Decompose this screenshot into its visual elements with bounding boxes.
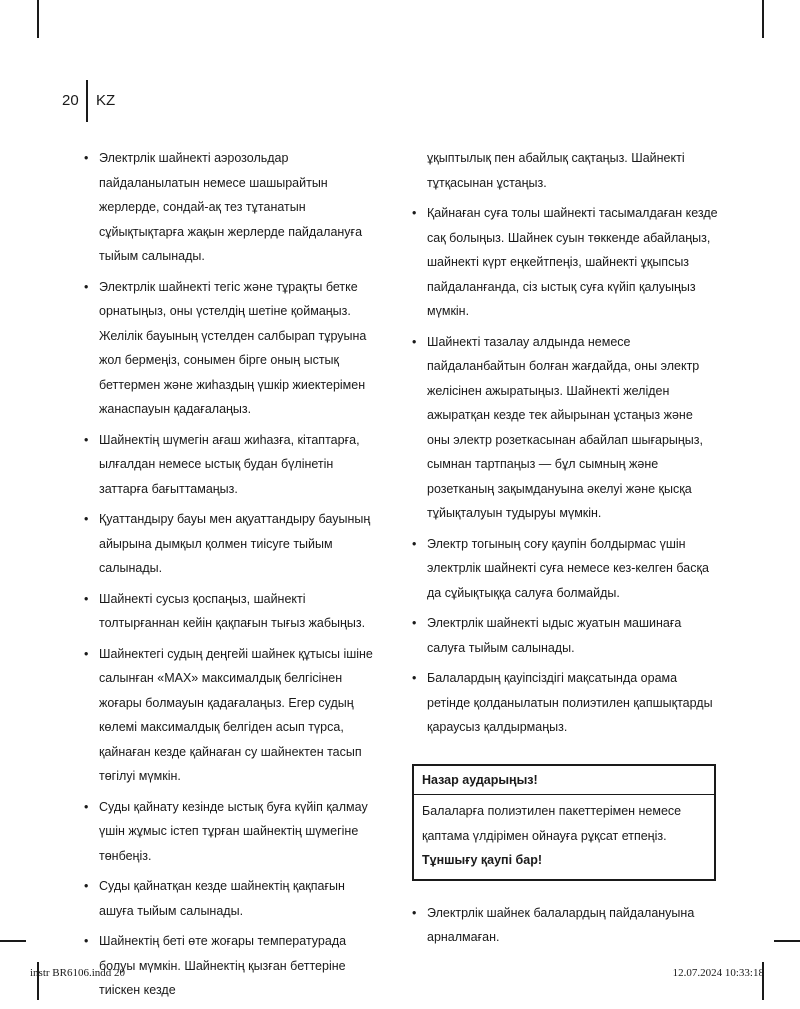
list-item: • Қуаттандыру бауы мен ақуаттандыру бауының айырына дымқыл қолмен тиісуге тыйым салынады. xyxy=(84,507,382,581)
warning-body: Балаларға полиэтилен пакеттерімен немесе қаптама үлдірімен ойнауға рұқсат етпеңіз. xyxy=(422,804,682,843)
warning-text xyxy=(422,799,706,873)
list-item: • Электрлік шайнек балалардың пайдалануына арналмаған. xyxy=(412,901,718,950)
warning-title: Назар аударыңыз! xyxy=(422,772,538,787)
warning-divider xyxy=(414,794,714,795)
crop-mark xyxy=(762,0,764,38)
crop-mark xyxy=(0,940,26,942)
page-number: 20 xyxy=(62,92,79,109)
list-item: • Шайнекті сусыз қоспаңыз, шайнекті толтырғаннан кейін қақпағын тығыз жабыңыз. xyxy=(84,587,382,636)
list-item: • Шайнекті тазалау алдында немесе пайдаланбайтын болған жағдайда, оны электр желісінен ажыратыңыз. Шайнекті желіден ажыратқан кезде тек айырынан ұстаңыз және оны электр розеткасынан абайлап шығарыңыз, сымнан тартпаңыз — бұл сымның және розетканың зақымдануына әкелуі және қысқа тұйықталуын тудыруы мүмкін. xyxy=(412,330,718,526)
warning-box xyxy=(412,764,716,881)
list-item: • Қайнаған суға толы шайнекті тасымалдаған кезде сақ болыңыз. Шайнек суын төккенде абайлаңыз, шайнекті күрт еңкейтпеңіз, шайнекті ұқыпсыз пайдаланғанда, сіз ыстық суға күйіп қалуыңыз мүмкін. xyxy=(412,201,718,324)
list-item: • Электр тогының соғу қаупін болдырмас үшін электрлік шайнекті суға немесе кез-келген басқа да сұйықтыққа салуға болмайды. xyxy=(412,532,718,606)
footer-file-label: instr BR6106.indd 20 xyxy=(30,967,126,979)
language-label: KZ xyxy=(96,92,116,109)
crop-mark xyxy=(37,0,39,38)
warning-emphasis: Тұншығу қаупі бар! xyxy=(422,853,542,867)
left-column xyxy=(84,146,382,1009)
list-item: • Шайнектің беті өте жоғары температурада болуы мүмкін. Шайнектің қызған беттеріне тиіскен кезде xyxy=(84,929,382,1003)
list-item: • Шайнектегі судың деңгейі шайнек құтысы ішіне салынған «MAX» максималдық белгісінен жоғары болмауын қадағалаңыз. Егер судың көлемі максималдық белгіден асып түрса, қайнаған кезде қайнаған су шайнектен тасып төгілуі мүмкін. xyxy=(84,642,382,789)
list-item: • Электрлік шайнекті тегіс және тұрақты бетке орнатыңыз, оны үстелдің шетіне қоймаңыз. Желілік бауының үстелден салбырап тұруына жол бермеңіз, сонымен бірге оның ыстық беттермен және жиһаздың үшкір жиектерімен жанаспауын қадағалаңыз. xyxy=(84,275,382,422)
header-divider xyxy=(86,80,88,122)
bullet-list xyxy=(412,201,718,740)
list-item: • Суды қайнатқан кезде шайнектің қақпағын ашуға тыйым салынады. xyxy=(84,874,382,923)
list-item: • Суды қайнату кезінде ыстық буға күйіп қалмау үшін жұмыс істеп тұрған шайнектің шүмегіне төнбеңіз. xyxy=(84,795,382,869)
footer-timestamp: 12.07.2024 10:33:18 xyxy=(672,967,764,979)
list-item: • Электрлік шайнекті аэрозольдар пайдаланылатын немесе шашырайтын жерлерде, сондай-ақ тез тұтанатын сұйықтықтарға жақын жерлерде пайдалануға тыйым салынады. xyxy=(84,146,382,269)
continued-paragraph: ұқыптылық пен абайлық сақтаңыз. Шайнекті тұтқасынан ұстаңыз. xyxy=(427,151,685,190)
right-column xyxy=(412,146,718,956)
list-item: • Электрлік шайнекті ыдыс жуатын машинаға салуға тыйым салынады. xyxy=(412,611,718,660)
list-item: • Шайнектің шүмегін ағаш жиһазға, кітаптарға, ылғалдан немесе ыстық будан бүлінетін заттарға бағыттамаңыз. xyxy=(84,428,382,502)
list-item: • Балалардың қауіпсіздігі мақсатында орама ретінде қолданылатын полиэтилен қапшықтарды қараусыз қалдырмаңыз. xyxy=(412,666,718,740)
bullet-list xyxy=(84,146,382,1003)
crop-mark xyxy=(774,940,800,942)
bullet-list xyxy=(412,901,718,950)
